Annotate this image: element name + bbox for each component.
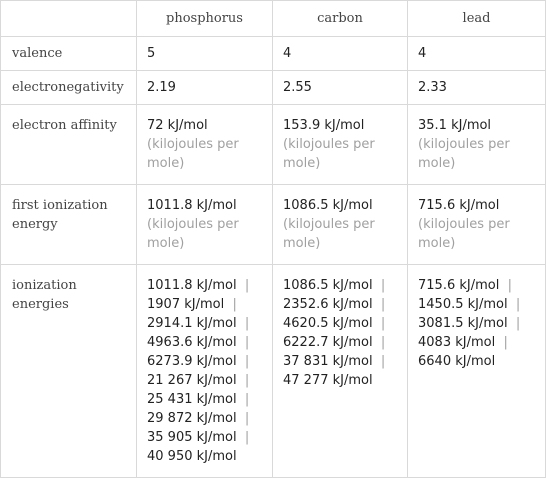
unit-note: (kilojoules per mole)	[418, 137, 510, 171]
cell-value-list	[137, 265, 273, 478]
list-separator: |	[236, 278, 254, 293]
list-separator: |	[236, 373, 254, 388]
table-row-electron-affinity	[1, 105, 546, 185]
list-item: 2914.1 kJ/mol	[147, 316, 237, 331]
header-phosphorus: phosphorus	[137, 1, 273, 37]
list-separator: |	[372, 278, 390, 293]
list-item: 29 872 kJ/mol	[147, 411, 237, 426]
value-text: 35.1 kJ/mol	[418, 118, 492, 133]
header-carbon: carbon	[273, 1, 408, 37]
value-text: 715.6 kJ/mol	[418, 198, 500, 213]
list-item: 40 950 kJ/mol	[147, 449, 237, 464]
cell-value	[408, 105, 546, 185]
header-row	[1, 1, 546, 37]
list-item: 3081.5 kJ/mol	[418, 316, 508, 331]
cell-value-list	[273, 265, 408, 478]
unit-note: (kilojoules per mole)	[147, 137, 239, 171]
list-item: 6273.9 kJ/mol	[147, 354, 237, 369]
unit-note: (kilojoules per mole)	[418, 217, 510, 251]
list-item: 6640 kJ/mol	[418, 354, 496, 369]
list-item: 1907 kJ/mol	[147, 297, 225, 312]
list-separator: |	[236, 335, 254, 350]
list-item: 21 267 kJ/mol	[147, 373, 237, 388]
cell-value: 5	[137, 37, 273, 71]
cell-value: 2.55	[273, 71, 408, 105]
list-item: 47 277 kJ/mol	[283, 373, 373, 388]
list-separator: |	[236, 392, 254, 407]
list-item: 37 831 kJ/mol	[283, 354, 373, 369]
unit-note: (kilojoules per mole)	[283, 137, 375, 171]
list-separator: |	[495, 335, 512, 350]
cell-value: 4	[273, 37, 408, 71]
row-label: valence	[1, 37, 137, 71]
unit-note: (kilojoules per mole)	[147, 217, 239, 251]
list-separator: |	[236, 411, 254, 426]
cell-value	[273, 185, 408, 265]
table-row-ionization-energies	[1, 265, 546, 478]
list-item: 1450.5 kJ/mol	[418, 297, 508, 312]
unit-note: (kilojoules per mole)	[283, 217, 375, 251]
cell-value: 2.33	[408, 71, 546, 105]
header-lead: lead	[408, 1, 546, 37]
value-text: 1011.8 kJ/mol	[147, 198, 237, 213]
list-item: 4963.6 kJ/mol	[147, 335, 237, 350]
table-row-first-ionization-energy	[1, 185, 546, 265]
value-text: 153.9 kJ/mol	[283, 118, 365, 133]
cell-value	[137, 185, 273, 265]
value-text: 1086.5 kJ/mol	[283, 198, 373, 213]
cell-value	[273, 105, 408, 185]
row-label: ionization energies	[1, 265, 137, 478]
list-item: 1011.8 kJ/mol	[147, 278, 237, 293]
list-separator: |	[236, 430, 254, 445]
table-row-valence	[1, 37, 546, 71]
list-separator: |	[372, 316, 390, 331]
list-item: 25 431 kJ/mol	[147, 392, 237, 407]
list-item: 715.6 kJ/mol	[418, 278, 500, 293]
list-item: 1086.5 kJ/mol	[283, 278, 373, 293]
row-label: electron affinity	[1, 105, 137, 185]
header-corner	[1, 1, 137, 37]
row-label: first ionization energy	[1, 185, 137, 265]
list-separator: |	[507, 297, 525, 312]
row-label: electronegativity	[1, 71, 137, 105]
list-item: 6222.7 kJ/mol	[283, 335, 373, 350]
cell-value: 4	[408, 37, 546, 71]
cell-value: 2.19	[137, 71, 273, 105]
list-separator: |	[372, 354, 390, 369]
cell-value-list	[408, 265, 546, 478]
list-separator: |	[372, 297, 390, 312]
table-row-electronegativity	[1, 71, 546, 105]
list-item: 4620.5 kJ/mol	[283, 316, 373, 331]
list-separator: |	[499, 278, 517, 293]
list-separator: |	[236, 354, 254, 369]
list-item: 35 905 kJ/mol	[147, 430, 237, 445]
list-separator: |	[372, 335, 390, 350]
list-separator: |	[507, 316, 525, 331]
cell-value	[408, 185, 546, 265]
list-item: 4083 kJ/mol	[418, 335, 496, 350]
list-separator: |	[236, 316, 254, 331]
list-item: 2352.6 kJ/mol	[283, 297, 373, 312]
list-separator: |	[224, 297, 241, 312]
cell-value	[137, 105, 273, 185]
value-text: 72 kJ/mol	[147, 118, 208, 133]
